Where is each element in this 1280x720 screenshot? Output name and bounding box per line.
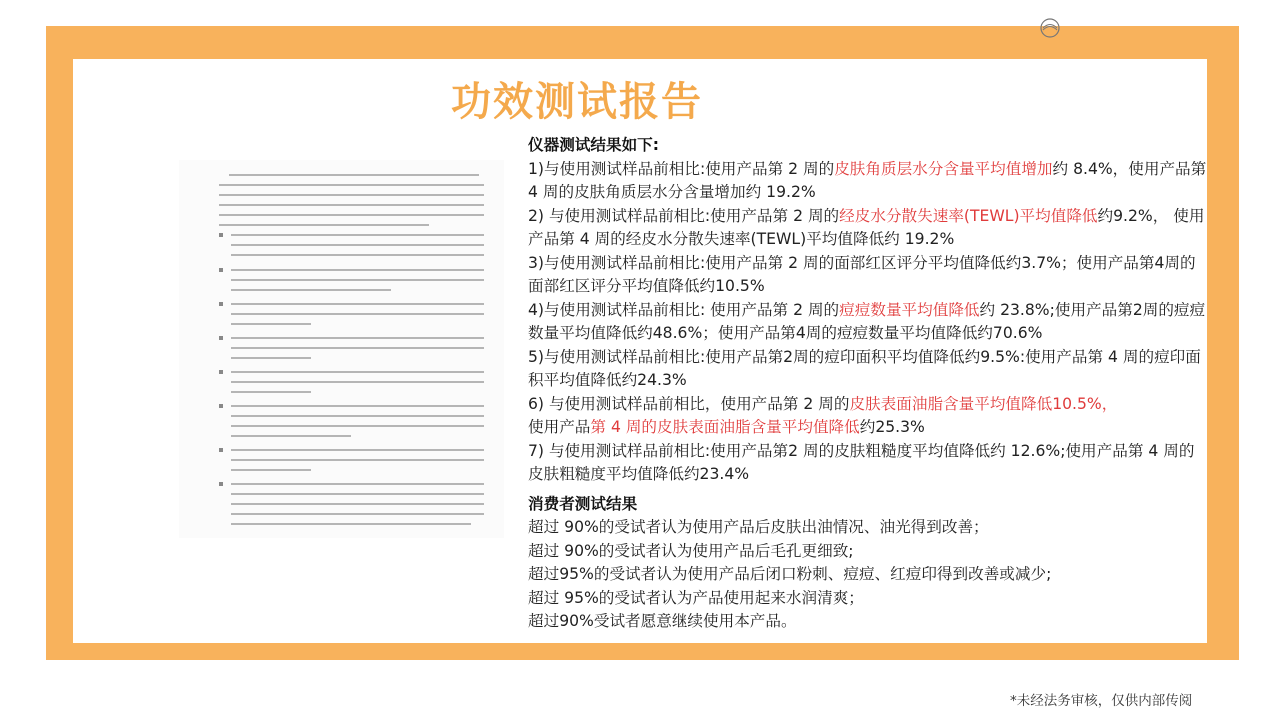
result-item-1: 1)与使用测试样品前相比:使用产品第 2 周的皮肤角质层水分含量平均值增加约 8.4%，使用产品第 4 周的皮肤角质层水分含量增加约 19.2% [528, 159, 1207, 201]
result-item-6: 6) 与使用测试样品前相比，使用产品第 2 周的皮肤表面油脂含量平均值降低10.5%， 使用产品第 4 周的皮肤表面油脂含量平均值降低约25.3% [528, 394, 1118, 436]
test-results-text [528, 134, 1208, 634]
result-item-3: 3)与使用测试样品前相比:使用产品第 2 周的面部红区评分平均值降低约3.7%；使用产品第4周的面部红区评分平均值降低约10.5% [528, 253, 1196, 295]
brand-logo-icon [1036, 17, 1064, 39]
consumer-line: 超过 90%的受试者认为使用产品后毛孔更细致; [528, 541, 854, 560]
consumer-line: 超过90%受试者愿意继续使用本产品。 [528, 612, 797, 630]
result-item-4: 4)与使用测试样品前相比: 使用产品第 2 周的痘痘数量平均值降低约 23.8%;使用产品第2周的痘痘数量平均值降低约48.6%；使用产品第4周的痘痘数量平均值降低约70.6% [528, 300, 1206, 342]
footnote: *未经法务审核，仅供内部传阅 [1010, 693, 1193, 709]
consumer-heading: 消费者测试结果 [528, 494, 638, 513]
result-item-2: 2) 与使用测试样品前相比:使用产品第 2 周的经皮水分散失速率(TEWL)平均值降低约9.2%， 使用产品第 4 周的经皮水分散失速率(TEWL)平均值降低约 19.2% [528, 206, 1205, 248]
instrument-heading: 仪器测试结果如下: [528, 136, 659, 154]
scanned-report-image [179, 160, 504, 538]
consumer-line: 超过 95%的受试者认为产品使用起来水润清爽； [528, 588, 864, 607]
result-item-5: 5)与使用测试样品前相比:使用产品第2周的痘印面积平均值降低约9.5%:使用产品第 4 周的痘印面积平均值降低约24.3% [528, 347, 1201, 389]
result-item-7: 7) 与使用测试样品前相比:使用产品第2 周的皮肤粗糙度平均值降低约 12.6%;使用产品第 4 周的皮肤粗糙度平均值降低约23.4% [528, 441, 1195, 483]
page-title: 功效测试报告 [451, 79, 703, 125]
consumer-line: 超过 90%的受试者认为使用产品后皮肤出油情况、油光得到改善； [528, 518, 989, 536]
consumer-line: 超过95%的受试者认为使用产品后闭口粉刺、痘痘、红痘印得到改善或减少; [528, 565, 1052, 583]
